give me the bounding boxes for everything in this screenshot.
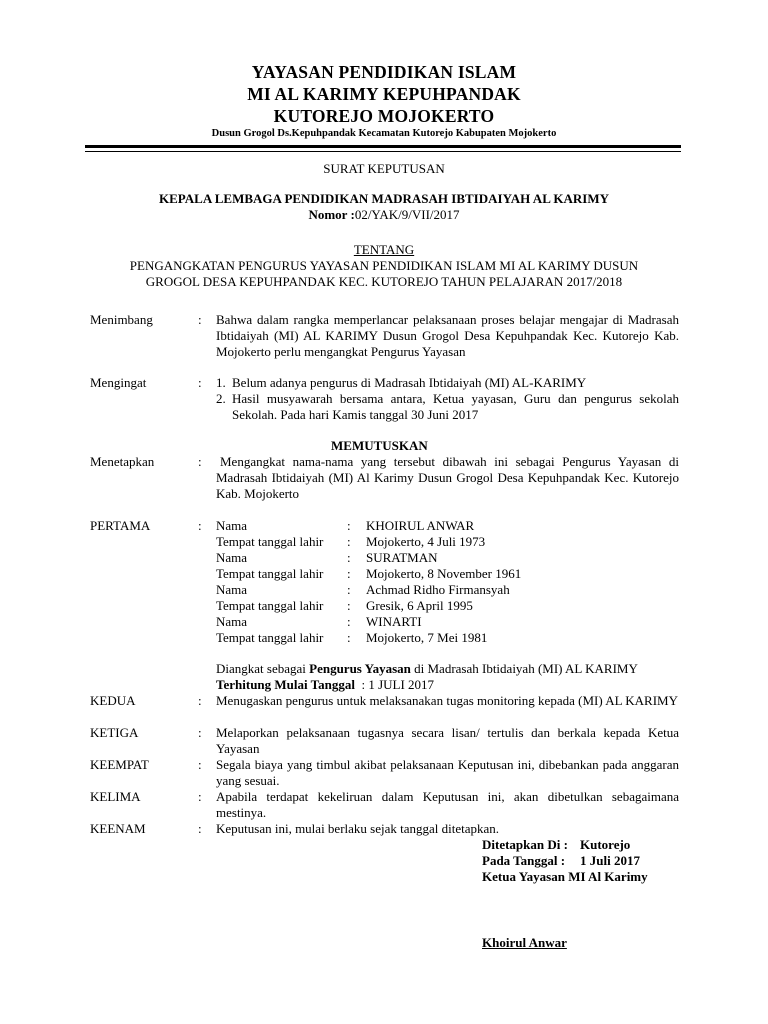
person-row-sep: : <box>347 518 351 533</box>
person-row-key: Nama <box>216 550 248 565</box>
person-row-sep: : <box>347 550 351 565</box>
person-row-key: Nama <box>216 614 248 629</box>
person-row-value: SURATMAN <box>366 550 438 565</box>
doc-about-text: TENTANG <box>353 242 415 257</box>
header-address: Dusun Grogol Ds.Kepuhpandak Kecamatan Kutorejo Kabupaten Mojokerto <box>211 128 557 139</box>
clause-kedua-label: KEDUA <box>90 693 136 708</box>
appointment-pre: Diangkat sebagai <box>216 661 310 676</box>
clause-ketiga-label: KETIGA <box>90 725 139 740</box>
signature-position: Ketua Yayasan MI Al Karimy <box>482 869 648 884</box>
menimbang-text: Bahwa dalam rangka memperlancar pelaksanaan proses belajar mengajar di Madrasah Ibtidaiyah (MI) AL KARIMY Dusun Grogol Desa Kepuhpandak Kec. Kutorejo Kab. Mojokerto perlu mengangkat Pengurus Yayasan <box>216 312 679 359</box>
header-line3: KUTOREJO MOJOKERTO <box>273 106 495 126</box>
signature-place <box>482 837 630 853</box>
header-line2: MI AL KARIMY KEPUHPANDAK <box>247 84 521 104</box>
header-line1: YAYASAN PENDIDIKAN ISLAM <box>251 62 517 82</box>
menetapkan-label: Menetapkan <box>90 454 155 469</box>
doc-number-value: 02/YAK/9/VII/2017 <box>354 207 460 222</box>
mengingat-label: Mengingat <box>90 375 147 390</box>
doc-subject-line2: GROGOL DESA KEPUHPANDAK KEC. KUTOREJO TAHUN PELAJARAN 2017/2018 <box>145 274 623 289</box>
clause-kelima-colon: : <box>198 789 202 804</box>
appointment-line <box>216 661 638 677</box>
effective-date-value: : 1 JULI 2017 <box>354 677 435 692</box>
person-row-value: Achmad Ridho Firmansyah <box>366 582 510 597</box>
person-row-key: Nama <box>216 518 248 533</box>
doc-about <box>0 242 768 258</box>
person-row-value: Mojokerto, 4 Juli 1973 <box>366 534 486 549</box>
person-row-sep: : <box>347 582 351 597</box>
clause-keenam-colon: : <box>198 821 202 836</box>
doc-type: SURAT KEPUTUSAN <box>323 161 445 176</box>
mengingat-item-2-text: Hasil musyawarah bersama antara, Ketua yayasan, Guru dan pengurus sekolah Sekolah. Pada hari Kamis tanggal 30 Juni 2017 <box>232 391 679 422</box>
pertama-label: PERTAMA <box>90 518 151 533</box>
pertama-colon: : <box>198 518 202 533</box>
header-rule-thin <box>85 151 681 152</box>
menimbang-colon: : <box>198 312 202 327</box>
doc-subject-line1: PENGANGKATAN PENGURUS YAYASAN PENDIDIKAN ISLAM MI AL KARIMY DUSUN <box>129 258 639 273</box>
clause-keempat-text: Segala biaya yang timbul akibat pelaksanaan Keputusan ini, dibebankan pada anggaran yang sesuai. <box>216 757 679 788</box>
mengingat-item-2-num: 2. <box>216 391 226 406</box>
effective-date-line <box>216 677 434 693</box>
appointment-post: di Madrasah Ibtidaiyah (MI) AL KARIMY <box>410 661 638 676</box>
menimbang-label: Menimbang <box>90 312 153 327</box>
clause-keempat-label: KEEMPAT <box>90 757 149 772</box>
person-row-value: WINARTI <box>366 614 422 629</box>
header-rule-thick <box>85 145 681 148</box>
person-row-key: Tempat tanggal lahir <box>216 566 324 581</box>
signature-place-label: Ditetapkan Di : <box>482 837 568 852</box>
person-row-value: Mojokerto, 8 November 1961 <box>366 566 522 581</box>
signature-date-value: 1 Juli 2017 <box>580 853 640 868</box>
menetapkan-colon: : <box>198 454 202 469</box>
signature-name: Khoirul Anwar <box>482 935 567 950</box>
effective-date-label: Terhitung Mulai Tanggal <box>216 677 355 692</box>
person-row-sep: : <box>347 598 351 613</box>
person-row-key: Tempat tanggal lahir <box>216 598 324 613</box>
clause-kelima-text: Apabila terdapat kekeliruan dalam Keputusan ini, akan dibetulkan sebagaimana mestinya. <box>216 789 679 820</box>
clause-kedua-text: Menugaskan pengurus untuk melaksanakan tugas monitoring kepada (MI) AL KARIMY <box>216 693 679 708</box>
appointment-bold: Pengurus Yayasan <box>309 661 411 676</box>
person-row-sep: : <box>347 614 351 629</box>
clause-kedua-colon: : <box>198 693 202 708</box>
doc-issuer: KEPALA LEMBAGA PENDIDIKAN MADRASAH IBTIDAIYAH AL KARIMY <box>159 191 609 206</box>
person-row-key: Tempat tanggal lahir <box>216 534 324 549</box>
clause-kelima-label: KELIMA <box>90 789 141 804</box>
mengingat-colon: : <box>198 375 202 390</box>
memutuskan-heading: MEMUTUSKAN <box>331 438 428 453</box>
person-row-value: KHOIRUL ANWAR <box>366 518 475 533</box>
person-row-value: Gresik, 6 April 1995 <box>366 598 473 613</box>
mengingat-item-1-text: Belum adanya pengurus di Madrasah Ibtidaiyah (MI) AL-KARIMY <box>232 375 587 390</box>
clause-ketiga-colon: : <box>198 725 202 740</box>
person-row-key: Tempat tanggal lahir <box>216 630 324 645</box>
signature-date <box>482 853 640 869</box>
person-row-key: Nama <box>216 582 248 597</box>
signature-place-value: Kutorejo <box>580 837 631 852</box>
signature-date-label: Pada Tanggal : <box>482 853 566 868</box>
clause-ketiga-text: Melaporkan pelaksanaan tugasnya secara lisan/ tertulis dan berkala kepada Ketua Yayasan <box>216 725 679 756</box>
person-row-sep: : <box>347 534 351 549</box>
doc-number <box>0 207 768 223</box>
clause-keenam-label: KEENAM <box>90 821 146 836</box>
person-row-sep: : <box>347 630 351 645</box>
person-row-value: Mojokerto, 7 Mei 1981 <box>366 630 488 645</box>
menetapkan-text: Mengangkat nama-nama yang tersebut dibawah ini sebagai Pengurus Yayasan di Madrasah Ibtidaiyah (MI) Al Karimy Dusun Grogol Desa Kepuhpandak Kec. Kutorejo Kab. Mojokerto <box>216 454 679 501</box>
mengingat-item-1-num: 1. <box>216 375 226 390</box>
clause-keempat-colon: : <box>198 757 202 772</box>
person-row-sep: : <box>347 566 351 581</box>
doc-number-label: Nomor : <box>308 207 355 222</box>
clause-keenam-text: Keputusan ini, mulai berlaku sejak tanggal ditetapkan. <box>216 821 500 836</box>
